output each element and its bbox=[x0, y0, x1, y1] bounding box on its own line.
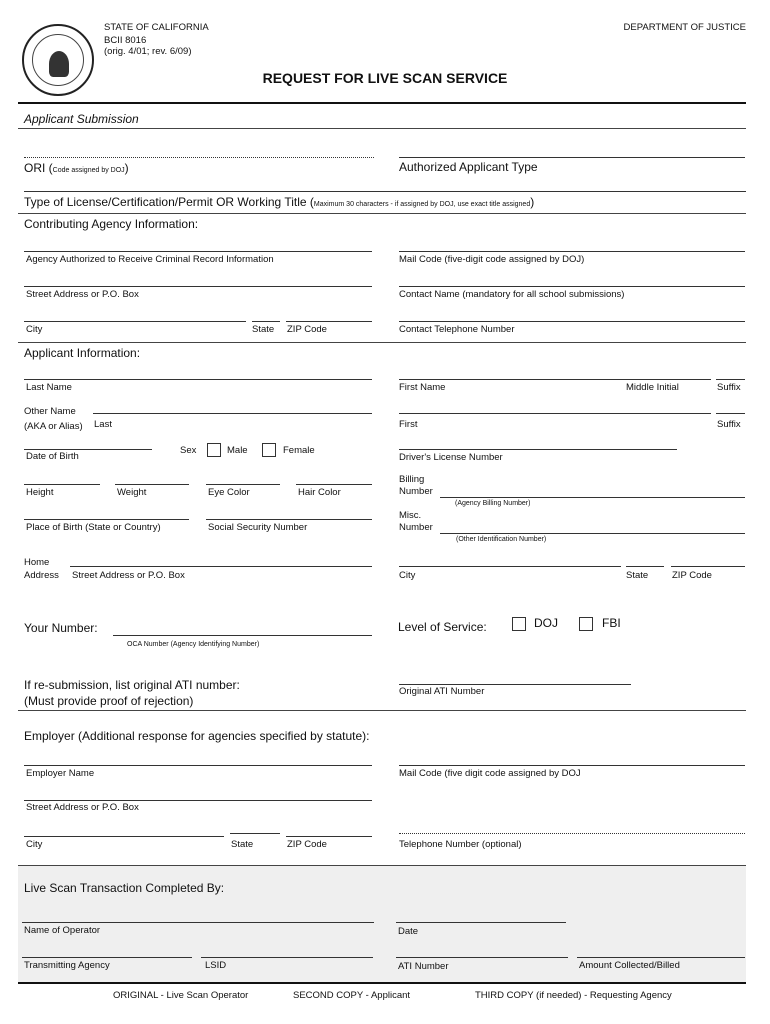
employer-city-input[interactable] bbox=[24, 836, 224, 837]
operator-name-input[interactable] bbox=[22, 922, 374, 923]
employer-zip-input[interactable] bbox=[286, 836, 372, 837]
home-street-input[interactable] bbox=[70, 566, 372, 567]
section-divider bbox=[18, 342, 746, 343]
other-id-note: (Other Identification Number) bbox=[456, 536, 547, 543]
place-of-birth-input[interactable] bbox=[24, 519, 189, 520]
employer-state-input[interactable] bbox=[230, 833, 280, 834]
employer-heading: Employer (Additional response for agencies specified by statute): bbox=[24, 729, 370, 743]
oca-number-input[interactable] bbox=[113, 635, 372, 636]
address-label: Address bbox=[24, 570, 59, 581]
hair-color-input[interactable] bbox=[296, 484, 372, 485]
oca-note: OCA Number (Agency Identifying Number) bbox=[127, 641, 260, 648]
contact-phone-input[interactable] bbox=[399, 321, 745, 322]
last-name-label: Last Name bbox=[26, 382, 72, 393]
title-divider bbox=[18, 102, 746, 104]
aka-label: (AKA or Alias) bbox=[24, 421, 83, 432]
employer-street-input[interactable] bbox=[24, 800, 372, 801]
home-city-input[interactable] bbox=[399, 566, 621, 567]
employer-phone-label: Telephone Number (optional) bbox=[399, 839, 522, 850]
operator-name-label: Name of Operator bbox=[24, 925, 101, 936]
agency-street-input[interactable] bbox=[24, 286, 372, 287]
employer-phone-input[interactable] bbox=[399, 833, 745, 834]
female-label: Female bbox=[283, 445, 315, 456]
form-revision: (orig. 4/01; rev. 6/09) bbox=[104, 46, 192, 57]
other-name-label: Other Name bbox=[24, 406, 76, 417]
suffix-label: Suffix bbox=[717, 382, 741, 393]
agency-state-input[interactable] bbox=[252, 321, 280, 322]
footer-divider bbox=[18, 982, 746, 984]
home-zip-input[interactable] bbox=[671, 566, 745, 567]
male-checkbox[interactable] bbox=[207, 443, 221, 457]
eye-color-label: Eye Color bbox=[208, 487, 250, 498]
form-title: REQUEST FOR LIVE SCAN SERVICE bbox=[262, 70, 508, 86]
amount-label: Amount Collected/Billed bbox=[579, 960, 680, 971]
resubmission-note: (Must provide proof of rejection) bbox=[24, 694, 194, 708]
misc-label: Misc. bbox=[399, 510, 422, 521]
date-label: Date bbox=[398, 926, 419, 937]
female-checkbox[interactable] bbox=[262, 443, 276, 457]
original-ati-input[interactable] bbox=[399, 684, 631, 685]
place-of-birth-label: Place of Birth (State or Country) bbox=[26, 522, 161, 533]
lsid-label: LSID bbox=[205, 960, 227, 971]
aka-last-label: Last bbox=[94, 419, 112, 430]
employer-street-label: Street Address or P.O. Box bbox=[26, 802, 139, 813]
amount-input[interactable] bbox=[577, 957, 745, 958]
form-id: BCII 8016 bbox=[104, 35, 147, 46]
weight-input[interactable] bbox=[115, 484, 189, 485]
transmitting-agency-label: Transmitting Agency bbox=[24, 960, 110, 971]
agency-city-input[interactable] bbox=[24, 321, 246, 322]
authorized-type-input[interactable] bbox=[399, 157, 745, 158]
aka-first-input[interactable] bbox=[399, 413, 711, 414]
height-input[interactable] bbox=[24, 484, 100, 485]
aka-first-label: First bbox=[399, 419, 418, 430]
resubmission-label: If re-submission, list original ATI number: bbox=[24, 678, 240, 692]
dob-input[interactable] bbox=[24, 449, 152, 450]
weight-label: Weight bbox=[117, 487, 147, 498]
home-street-label: Street Address or P.O. Box bbox=[72, 570, 185, 581]
completed-by-heading: Live Scan Transaction Completed By: bbox=[24, 881, 225, 895]
employer-name-label: Employer Name bbox=[26, 768, 95, 779]
ati-number-input[interactable] bbox=[396, 957, 568, 958]
authorized-type-label: Authorized Applicant Type bbox=[399, 160, 538, 174]
contact-phone-label: Contact Telephone Number bbox=[399, 324, 515, 335]
employer-city-label: City bbox=[26, 839, 43, 850]
ssn-label: Social Security Number bbox=[208, 522, 308, 533]
eye-color-input[interactable] bbox=[206, 484, 280, 485]
contact-name-input[interactable] bbox=[399, 286, 745, 287]
doj-checkbox[interactable] bbox=[512, 617, 526, 631]
employer-mail-code-input[interactable] bbox=[399, 765, 745, 766]
agency-mail-code-label: Mail Code (five-digit code assigned by DOJ) bbox=[399, 254, 585, 265]
home-label: Home bbox=[24, 557, 50, 568]
agency-authorized-label: Agency Authorized to Receive Criminal Record Information bbox=[26, 254, 274, 265]
contact-name-label: Contact Name (mandatory for all school submissions) bbox=[399, 289, 625, 300]
agency-mail-code-input[interactable] bbox=[399, 251, 745, 252]
dl-number-label: Driver's License Number bbox=[399, 452, 503, 463]
license-label: Type of License/Certification/Permit OR Working Title (Maximum 30 characters - if assigned by DOJ, use exact title assigned) bbox=[24, 195, 535, 209]
transmitting-agency-input[interactable] bbox=[22, 957, 192, 958]
date-input[interactable] bbox=[396, 922, 566, 923]
section-divider bbox=[18, 213, 746, 214]
fbi-label: FBI bbox=[602, 616, 621, 630]
employer-name-input[interactable] bbox=[24, 765, 372, 766]
agency-street-label: Street Address or P.O. Box bbox=[26, 289, 139, 300]
suffix-input[interactable] bbox=[716, 379, 745, 380]
agency-authorized-input[interactable] bbox=[24, 251, 372, 252]
home-zip-label: ZIP Code bbox=[672, 570, 712, 581]
height-label: Height bbox=[26, 487, 54, 498]
aka-suffix-label: Suffix bbox=[717, 419, 741, 430]
license-input[interactable] bbox=[24, 191, 746, 192]
applicant-submission-heading: Applicant Submission bbox=[24, 112, 139, 126]
employer-state-label: State bbox=[231, 839, 254, 850]
first-name-label: First Name bbox=[399, 382, 446, 393]
contributing-agency-heading: Contributing Agency Information: bbox=[24, 217, 199, 231]
agency-billing-note: (Agency Billing Number) bbox=[455, 500, 531, 507]
aka-suffix-input[interactable] bbox=[716, 413, 745, 414]
doj-label: DOJ bbox=[534, 616, 558, 630]
ati-number-label: ATI Number bbox=[398, 961, 449, 972]
sex-label: Sex bbox=[180, 445, 197, 456]
agency-city-label: City bbox=[26, 324, 43, 335]
state-label: STATE OF CALIFORNIA bbox=[104, 22, 209, 33]
male-label: Male bbox=[227, 445, 248, 456]
applicant-info-heading: Applicant Information: bbox=[24, 346, 141, 360]
dob-label: Date of Birth bbox=[26, 451, 79, 462]
middle-initial-label: Middle Initial bbox=[626, 382, 679, 393]
ori-input[interactable] bbox=[24, 157, 374, 158]
agency-state-label: State bbox=[252, 324, 275, 335]
billing-label: Billing bbox=[399, 474, 425, 485]
level-of-service-label: Level of Service: bbox=[398, 620, 487, 634]
employer-mail-code-label: Mail Code (five digit code assigned by DOJ bbox=[399, 768, 581, 779]
section-divider bbox=[18, 710, 746, 711]
billing-number-input[interactable] bbox=[440, 497, 745, 498]
first-name-input[interactable] bbox=[399, 379, 711, 380]
department-label: DEPARTMENT OF JUSTICE bbox=[623, 22, 746, 33]
aka-last-input[interactable] bbox=[93, 413, 372, 414]
last-name-input[interactable] bbox=[24, 379, 372, 380]
dl-number-input[interactable] bbox=[399, 449, 677, 450]
home-state-label: State bbox=[626, 570, 649, 581]
section-divider bbox=[18, 128, 746, 129]
home-state-input[interactable] bbox=[626, 566, 664, 567]
misc-number-label: Number bbox=[399, 522, 433, 533]
home-city-label: City bbox=[399, 570, 416, 581]
original-ati-label: Original ATI Number bbox=[399, 686, 485, 697]
fbi-checkbox[interactable] bbox=[579, 617, 593, 631]
ssn-input[interactable] bbox=[206, 519, 372, 520]
billing-number-label: Number bbox=[399, 486, 433, 497]
misc-number-input[interactable] bbox=[440, 533, 745, 534]
footer-original: ORIGINAL - Live Scan Operator bbox=[113, 990, 249, 1001]
agency-zip-label: ZIP Code bbox=[287, 324, 327, 335]
your-number-label: Your Number: bbox=[24, 621, 98, 635]
agency-zip-input[interactable] bbox=[286, 321, 372, 322]
employer-zip-label: ZIP Code bbox=[287, 839, 327, 850]
footer-second: SECOND COPY - Applicant bbox=[293, 990, 411, 1001]
footer-third: THIRD COPY (if needed) - Requesting Agency bbox=[475, 990, 672, 1001]
lsid-input[interactable] bbox=[201, 957, 373, 958]
section-divider bbox=[18, 865, 746, 866]
ori-label: ORI (Code assigned by DOJ) bbox=[24, 161, 129, 175]
hair-color-label: Hair Color bbox=[298, 487, 341, 498]
